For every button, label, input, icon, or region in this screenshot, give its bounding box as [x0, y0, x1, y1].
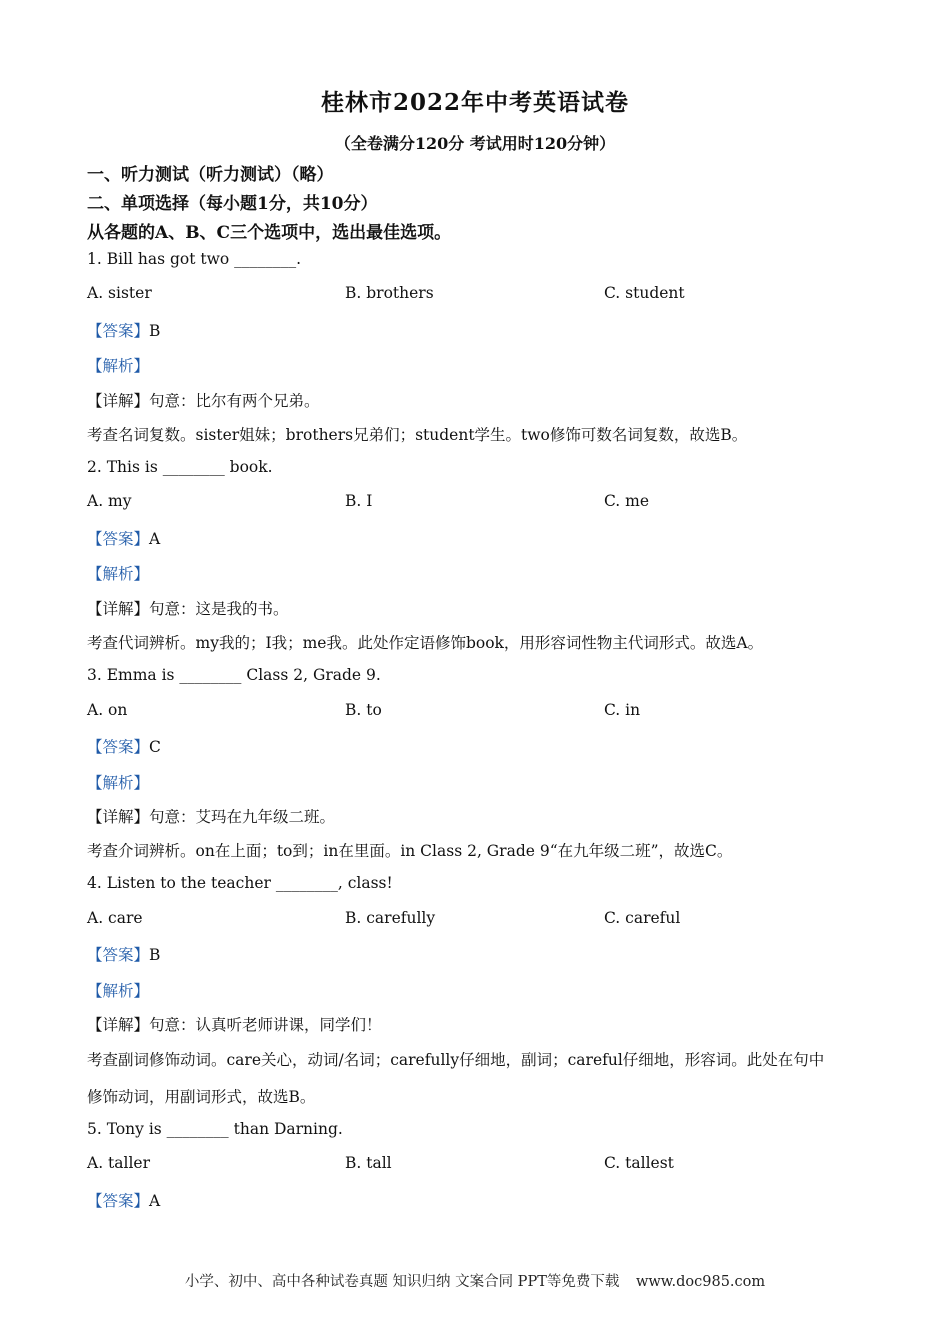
detail-tag: 【详解】: [87, 1016, 150, 1034]
page-title: 桂林市2022年中考英语试卷: [320, 89, 629, 116]
answer-tag: 【答案】: [87, 322, 150, 340]
answer-tag: 【答案】: [87, 530, 150, 548]
question-1-answer: [87, 319, 160, 341]
answer-value: A: [149, 1192, 161, 1210]
question-3-option-c: C. in: [604, 701, 641, 719]
question-2-answer: [87, 527, 160, 549]
question-2-stem: 2. This is ________ book.: [87, 458, 273, 476]
question-1-stem: 1. Bill has got two ________.: [87, 250, 302, 268]
answer-value: A: [149, 530, 161, 548]
question-4-explanation: 考查副词修饰动词。care关心，动词/名词；carefully仔细地，副词；careful仔细地，形容词。此处在句中: [87, 1051, 825, 1069]
page-footer: [0, 1270, 950, 1291]
question-1-detail: [87, 389, 320, 411]
answer-value: B: [149, 946, 161, 964]
question-2-detail: [87, 597, 289, 619]
instruction: 从各题的A、B、C三个选项中，选出最佳选项。: [87, 223, 452, 243]
question-4-explanation-cont: 修饰动词，用副词形式，故选B。: [87, 1088, 316, 1106]
question-4-option-a: A. care: [87, 909, 143, 927]
detail-text: 句意：艾玛在九年级二班。: [149, 808, 336, 826]
footer-text: 小学、初中、高中各种试卷真题 知识归纳 文案合同 PPT等免费下载: [184, 1274, 620, 1290]
question-5-option-c: C. tallest: [604, 1154, 674, 1172]
question-4-detail: [87, 1013, 382, 1035]
question-1-option-b: B. brothers: [345, 284, 434, 302]
answer-value: B: [149, 322, 161, 340]
detail-tag: 【详解】: [87, 392, 150, 410]
answer-tag: 【答案】: [87, 946, 150, 964]
section-single-choice: 二、单项选择（每小题1分，共10分）: [87, 194, 378, 214]
question-5-answer: [87, 1189, 160, 1211]
question-2-option-b: B. I: [345, 492, 373, 510]
question-4-option-c: C. careful: [604, 909, 681, 927]
question-5-option-b: B. tall: [345, 1154, 392, 1172]
detail-tag: 【详解】: [87, 808, 150, 826]
question-3-detail: [87, 805, 335, 827]
section-listening: 一、听力测试（听力测试）（略）: [87, 165, 334, 185]
question-3-explanation: 考查介词辨析。on在上面；to到；in在里面。in Class 2, Grade 9“在九年级二班”，故选C。: [87, 842, 733, 860]
detail-text: 句意：这是我的书。: [149, 600, 289, 618]
question-2-analysis-tag: 【解析】: [87, 565, 150, 583]
question-3-analysis-tag: 【解析】: [87, 774, 150, 792]
question-4-answer: [87, 943, 160, 965]
detail-text: 句意：比尔有两个兄弟。: [149, 392, 320, 410]
question-4-option-b: B. carefully: [345, 909, 436, 927]
question-1-analysis-tag: 【解析】: [87, 357, 150, 375]
detail-tag: 【详解】: [87, 600, 150, 618]
question-1-option-c: C. student: [604, 284, 685, 302]
question-3-answer: [87, 735, 161, 757]
question-2-explanation: 考查代词辨析。my我的；I我；me我。此处作定语修饰book，用形容词性物主代词形式。故选A。: [87, 634, 764, 652]
question-2-option-a: A. my: [87, 492, 132, 510]
question-1-explanation: 考查名词复数。sister姐妹；brothers兄弟们；student学生。two修饰可数名词复数，故选B。: [87, 426, 748, 444]
question-4-analysis-tag: 【解析】: [87, 982, 150, 1000]
question-3-stem: 3. Emma is ________ Class 2, Grade 9.: [87, 666, 381, 684]
detail-text: 句意：认真听老师讲课，同学们！: [149, 1016, 382, 1034]
question-5-option-a: A. taller: [87, 1154, 151, 1172]
footer-url[interactable]: www.doc985.com: [635, 1274, 766, 1290]
question-4-stem: 4. Listen to the teacher ________, class!: [87, 874, 393, 892]
question-1-option-a: A. sister: [87, 284, 152, 302]
question-3-option-a: A. on: [87, 701, 128, 719]
page-subtitle: （全卷满分120分 考试用时120分钟）: [334, 134, 616, 153]
question-3-option-b: B. to: [345, 701, 382, 719]
answer-value: C: [149, 738, 161, 756]
answer-tag: 【答案】: [87, 738, 150, 756]
question-2-option-c: C. me: [604, 492, 650, 510]
answer-tag: 【答案】: [87, 1192, 150, 1210]
question-5-stem: 5. Tony is ________ than Darning.: [87, 1120, 343, 1138]
